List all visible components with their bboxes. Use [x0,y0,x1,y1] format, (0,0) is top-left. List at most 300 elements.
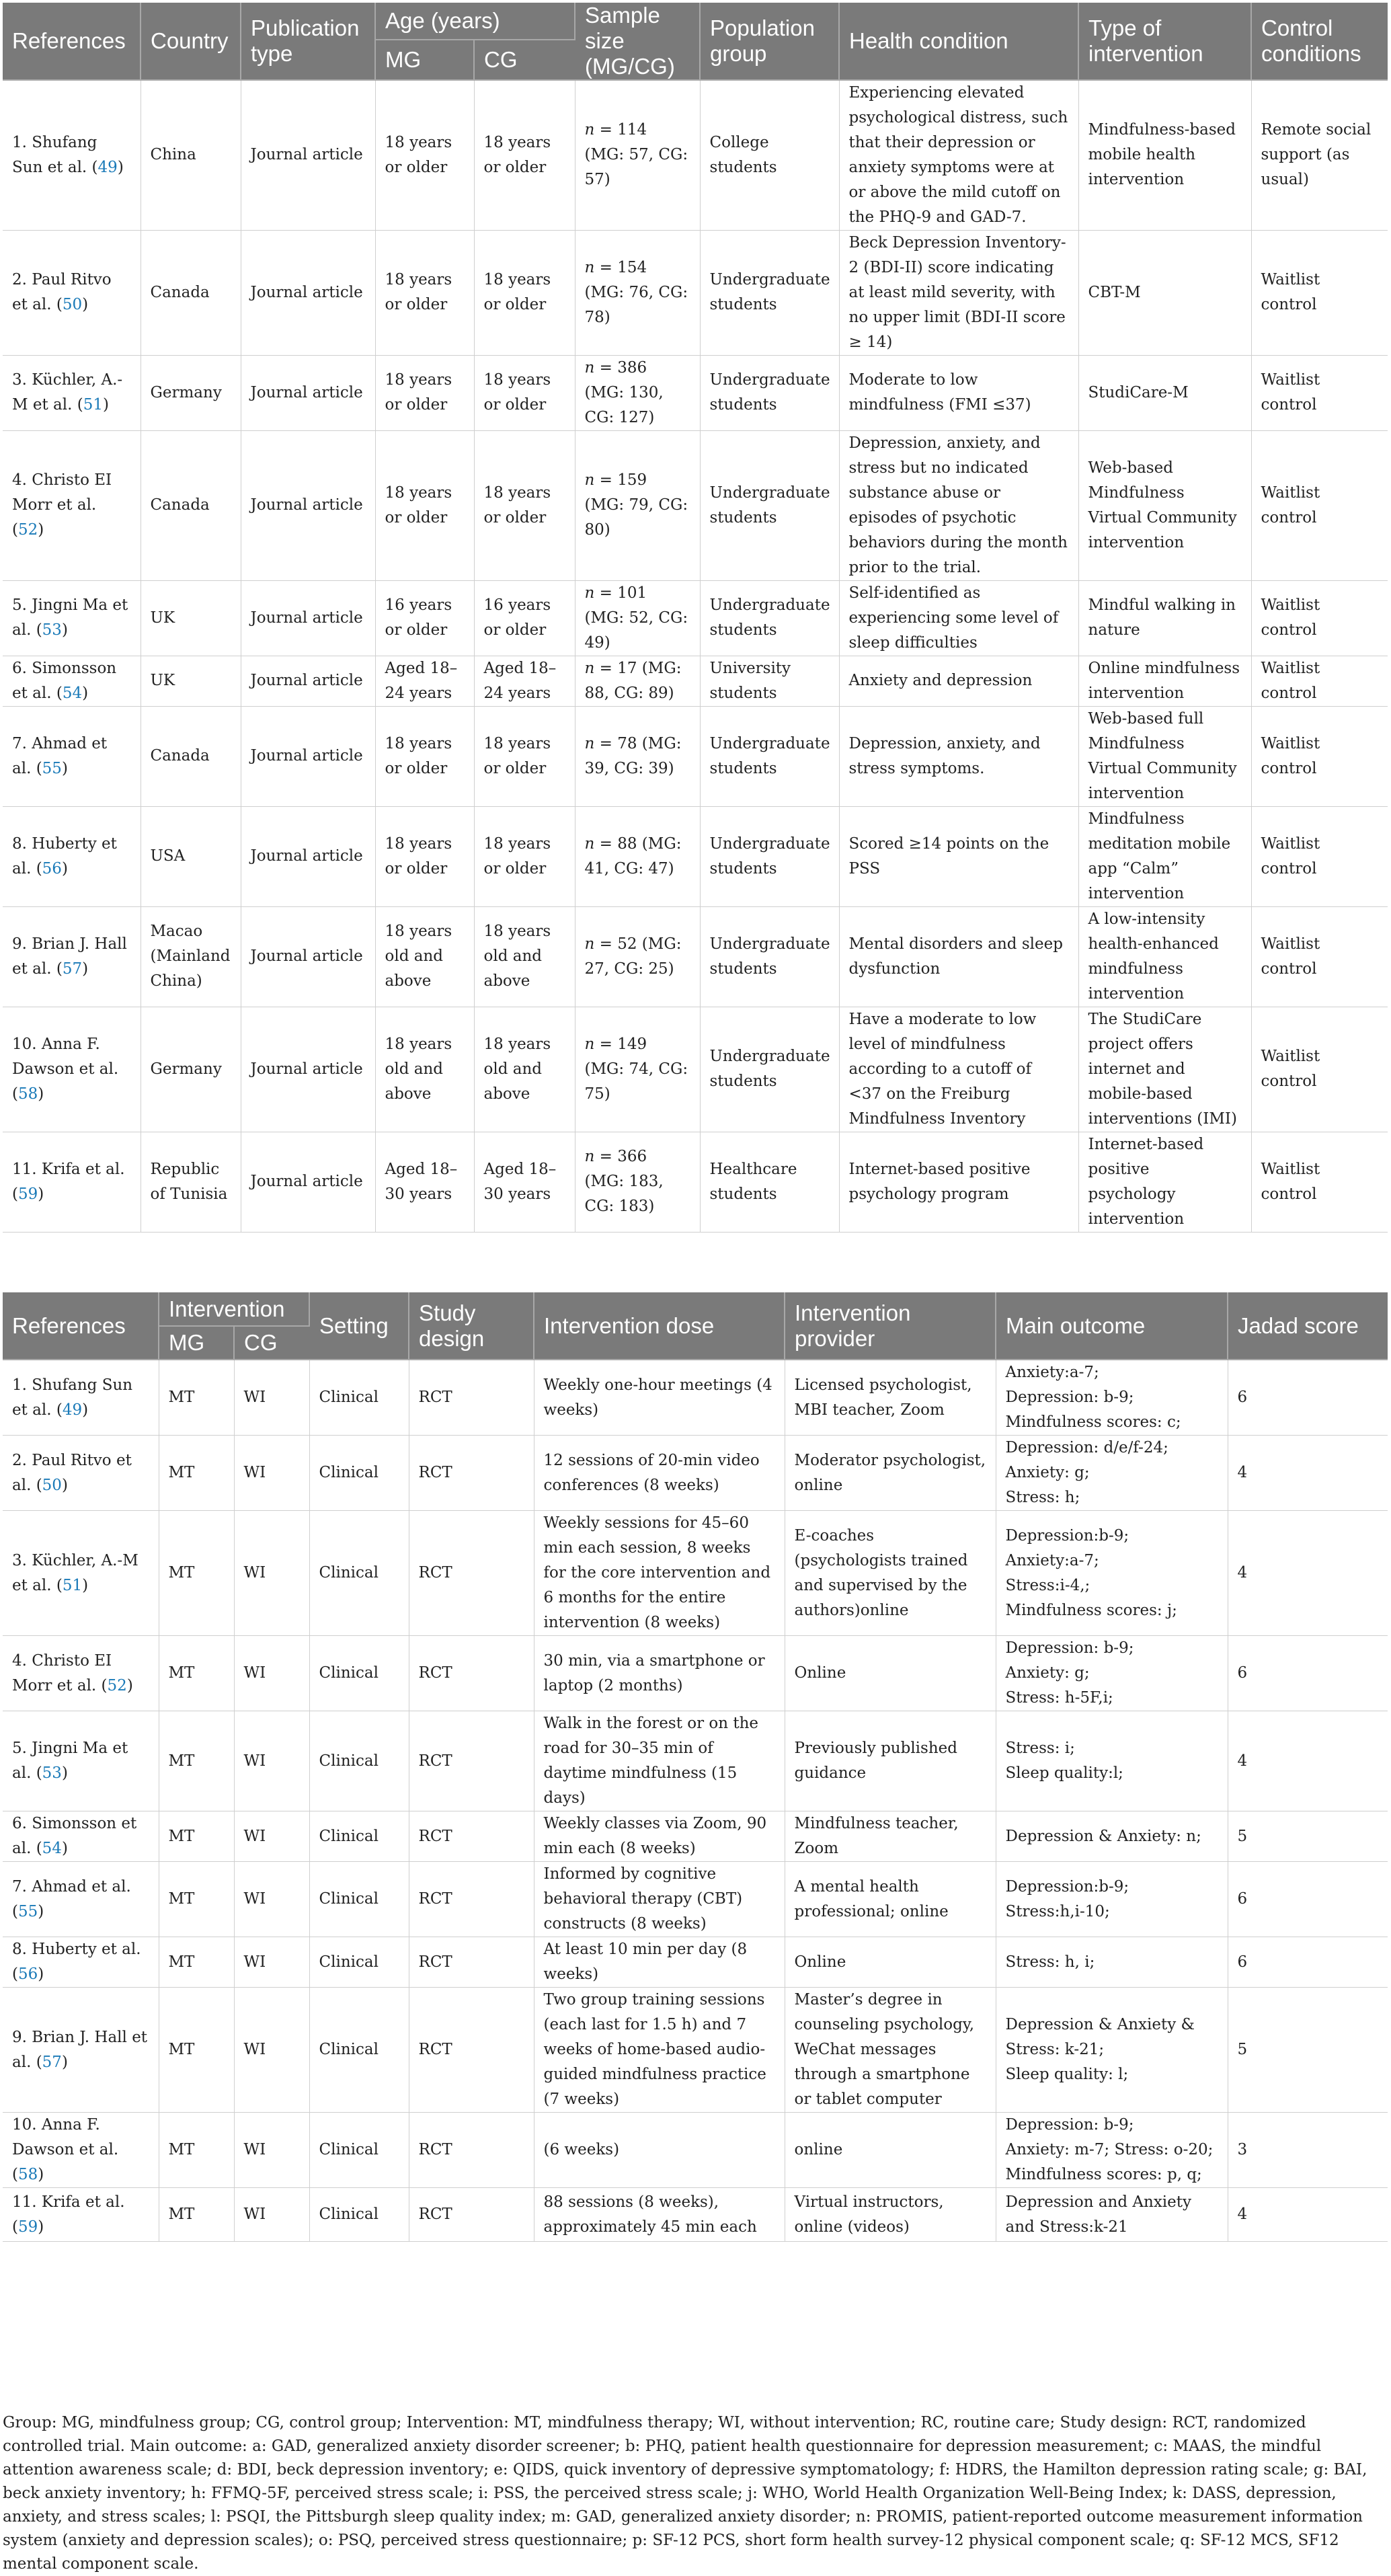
reference-link[interactable]: 59 [17,1185,38,1203]
cell-control-conditions: Waitlist control [1251,430,1388,580]
cell-sample-size [575,1007,700,1132]
reference-close: ) [38,1965,44,1983]
reference-link[interactable]: 55 [42,759,62,777]
reference-link[interactable]: 50 [42,1476,62,1494]
cell-publication-type: Journal article [241,656,375,706]
cell-intervention-provider: Online [785,1937,996,1988]
table-row [3,1711,1388,1811]
outcome-line: Anxiety: g; [1005,1664,1090,1682]
cell-main-outcome [996,2113,1228,2188]
cell-setting: Clinical [309,1436,409,1511]
cell-setting: Clinical [309,1711,409,1811]
cell-age-mg: 16 years or older [375,580,474,656]
sample-size-value: = 366 (MG: 183, CG: 183) [584,1148,664,1216]
table-row [3,355,1388,430]
outcome-line: Sleep quality: l; [1005,2066,1129,2083]
table-row [3,906,1388,1007]
cell-cg: WI [234,1636,309,1711]
reference-name: 7. Ahmad et al. ( [12,1877,131,1920]
cell-reference [3,2188,159,2242]
sample-n-label: n [584,1148,595,1166]
header2-mg: MG [159,1326,234,1360]
cell-setting: Clinical [309,1988,409,2113]
cell-country: UK [141,656,241,706]
cell-control-conditions: Waitlist control [1251,1132,1388,1232]
reference-link[interactable]: 53 [42,621,62,639]
cell-reference [3,1988,159,2113]
sample-size-value: = 114 (MG: 57, CG: 57) [584,121,688,189]
cell-intervention-dose: 12 sessions of 20-min video conferences (8 weeks) [534,1436,785,1511]
reference-link[interactable]: 49 [62,1401,83,1419]
cell-reference [3,80,141,231]
cell-intervention-type: Web-based full Mindfulness Virtual Community intervention [1078,706,1251,806]
cell-population-group: Undergraduate students [700,355,839,430]
outcome-line: Depression: b-9; [1005,1639,1134,1657]
cell-health-condition: Anxiety and depression [839,656,1078,706]
cell-reference [3,1007,141,1132]
outcome-line: Mindfulness scores: j; [1005,1601,1177,1619]
cell-publication-type: Journal article [241,1007,375,1132]
cell-intervention-provider: E-coaches (psychologists trained and supervised by the authors)online [785,1511,996,1636]
reference-link[interactable]: 56 [17,1965,38,1983]
table-row [3,1132,1388,1232]
reference-close: ) [82,684,89,702]
reference-link[interactable]: 59 [17,2218,38,2236]
cell-health-condition: Depression, anxiety, and stress but no indicated substance abuse or episodes of psychotic behaviors during the month prior to the trial. [839,430,1078,580]
reference-name: 4. Christo EI Morr et al. ( [12,1651,112,1694]
reference-close: ) [126,1676,133,1694]
reference-close: ) [61,621,68,639]
reference-close: ) [38,2218,44,2236]
reference-close: ) [102,396,109,414]
cell-reference [3,1132,141,1232]
outcome-line: Sleep quality:l; [1005,1764,1123,1782]
cell-intervention-type: Mindfulness-based mobile health intervention [1078,80,1251,231]
reference-link[interactable]: 58 [17,2166,38,2183]
reference-link[interactable]: 51 [62,1576,83,1594]
intervention-details-table [3,1292,1388,2242]
outcome-line: Stress: h; [1005,1489,1080,1506]
reference-name: 11. Krifa et al. ( [12,2193,125,2236]
reference-close: ) [38,2166,44,2183]
cell-age-mg: 18 years or older [375,355,474,430]
sample-n-label: n [584,734,595,752]
cell-country: UK [141,580,241,656]
reference-link[interactable]: 52 [17,521,38,539]
cell-reference [3,706,141,806]
cell-country: Germany [141,1007,241,1132]
reference-link[interactable]: 53 [42,1764,62,1782]
cell-reference [3,1862,159,1937]
reference-link[interactable]: 52 [107,1676,127,1694]
reference-close: ) [38,1085,44,1103]
cell-study-design: RCT [409,1937,534,1988]
cell-study-design: RCT [409,1636,534,1711]
cell-reference [3,1511,159,1636]
reference-name: 8. Huberty et al. ( [12,834,117,877]
cell-intervention-dose: Walk in the forest or on the road for 30–35 min of daytime mindfulness (15 days) [534,1711,785,1811]
table-row [3,1360,1388,1436]
header-age-mg: MG [375,40,474,79]
cell-country: Republic of Tunisia [141,1132,241,1232]
outcome-line: Anxiety: m-7; Stress: o-20; [1005,2141,1214,2158]
cell-mg: MT [159,1937,234,1988]
cell-intervention-dose: Weekly classes via Zoom, 90 min each (8 weeks) [534,1811,785,1862]
cell-study-design: RCT [409,2188,534,2242]
cell-publication-type: Journal article [241,580,375,656]
cell-sample-size [575,706,700,806]
cell-setting: Clinical [309,1937,409,1988]
cell-cg: WI [234,1711,309,1811]
reference-close: ) [82,1401,89,1419]
cell-control-conditions: Waitlist control [1251,355,1388,430]
sample-n-label: n [584,121,595,139]
table-row [3,706,1388,806]
cell-main-outcome [996,1988,1228,2113]
cell-intervention-provider: Licensed psychologist, MBI teacher, Zoom [785,1360,996,1436]
cell-age-cg: 18 years or older [474,430,575,580]
cell-intervention-provider: Moderator psychologist, online [785,1436,996,1511]
cell-country: China [141,80,241,231]
header2-intervention-dose: Intervention dose [534,1292,785,1360]
reference-link[interactable]: 57 [62,960,83,978]
cell-country: Germany [141,355,241,430]
reference-name: 7. Ahmad et al. ( [12,734,108,777]
cell-reference [3,1937,159,1988]
reference-link[interactable]: 56 [42,859,62,877]
cell-age-cg: 18 years or older [474,230,575,355]
header-sample-size-label: Sample size [585,3,660,53]
sample-size-value: = 101 (MG: 52, CG: 49) [584,584,688,652]
reference-close: ) [82,1576,89,1594]
cell-study-design: RCT [409,1360,534,1436]
table-row [3,80,1388,231]
cell-study-design: RCT [409,1811,534,1862]
cell-setting: Clinical [309,1862,409,1937]
cell-intervention-dose: Informed by cognitive behavioral therapy (CBT) constructs (8 weeks) [534,1862,785,1937]
cell-reference [3,580,141,656]
reference-link[interactable]: 51 [83,396,103,414]
cell-intervention-type: CBT-M [1078,230,1251,355]
cell-publication-type: Journal article [241,430,375,580]
cell-jadad-score: 4 [1228,2188,1388,2242]
cell-study-design: RCT [409,1988,534,2113]
cell-setting: Clinical [309,1360,409,1436]
reference-link[interactable]: 54 [42,1840,62,1857]
cell-age-cg: 18 years old and above [474,1007,575,1132]
table-row [3,2113,1388,2188]
cell-mg: MT [159,1811,234,1862]
cell-reference [3,1436,159,1511]
sample-n-label: n [584,358,595,377]
table-row [3,580,1388,656]
cell-intervention-type: The StudiCare project offers internet and mobile-based interventions (IMI) [1078,1007,1251,1132]
reference-name: 9. Brian J. Hall et al. ( [12,2028,148,2071]
cell-control-conditions: Waitlist control [1251,1007,1388,1132]
reference-name: 2. Paul Ritvo et al. ( [12,1451,132,1494]
cell-age-mg: 18 years old and above [375,906,474,1007]
cell-health-condition: Depression, anxiety, and stress symptoms. [839,706,1078,806]
table-row [3,1007,1388,1132]
reference-close: ) [61,759,68,777]
sample-size-value: = 149 (MG: 74, CG: 75) [584,1035,688,1103]
header-age-cg: CG [474,40,575,79]
cell-publication-type: Journal article [241,355,375,430]
reference-name: 3. Küchler, A.-M et al. ( [12,1551,138,1594]
outcome-line: Depression: d/e/f-24; [1005,1439,1168,1456]
cell-intervention-type: Online mindfulness intervention [1078,656,1251,706]
reference-link[interactable]: 49 [97,158,118,176]
reference-name: 4. Christo EI Morr et al. ( [12,471,112,539]
cell-setting: Clinical [309,1636,409,1711]
cell-control-conditions: Waitlist control [1251,806,1388,906]
cell-age-mg: Aged 18–30 years [375,1132,474,1232]
cell-age-mg: 18 years or older [375,706,474,806]
outcome-line: Mindfulness scores: p, q; [1005,2166,1202,2183]
cell-reference [3,1711,159,1811]
cell-sample-size [575,580,700,656]
cell-control-conditions: Remote social support (as usual) [1251,80,1388,231]
cell-reference [3,355,141,430]
reference-name: 6. Simonsson et al. ( [12,1815,137,1857]
cell-main-outcome [996,1862,1228,1937]
header-population-group: Population group [700,3,839,80]
outcome-line: Anxiety: g; [1005,1464,1090,1481]
table-row [3,1811,1388,1862]
table-row [3,430,1388,580]
cell-main-outcome [996,1360,1228,1436]
header2-setting: Setting [309,1292,409,1360]
cell-country: Canada [141,706,241,806]
cell-control-conditions: Waitlist control [1251,230,1388,355]
cell-mg: MT [159,1711,234,1811]
cell-cg: WI [234,1360,309,1436]
cell-health-condition: Experiencing elevated psychological distress, such that their depression or anxiety symptoms were at or above the mild cutoff on the PHQ-9 and GAD-7. [839,80,1078,231]
outcome-line: Anxiety:a-7; [1005,1551,1099,1569]
outcome-line: Depression:b-9; [1005,1526,1129,1545]
table-row [3,806,1388,906]
reference-close: ) [61,1476,68,1494]
cell-main-outcome [996,1436,1228,1511]
cell-cg: WI [234,2188,309,2242]
reference-link[interactable]: 57 [42,2053,62,2071]
outcome-line: Depression:b-9; [1005,1877,1129,1896]
reference-link[interactable]: 54 [62,684,83,702]
cell-mg: MT [159,1988,234,2113]
sample-n-label: n [584,258,595,276]
cell-age-cg: 18 years old and above [474,906,575,1007]
header2-study-design: Study design [409,1292,534,1360]
reference-close: ) [38,521,44,539]
cell-age-cg: 18 years or older [474,355,575,430]
outcome-line: Depression: b-9; [1005,1389,1134,1406]
table-row [3,1636,1388,1711]
cell-control-conditions: Waitlist control [1251,656,1388,706]
cell-study-design: RCT [409,1511,534,1636]
cell-sample-size [575,230,700,355]
table-row [3,1511,1388,1636]
cell-control-conditions: Waitlist control [1251,906,1388,1007]
outcome-line: Depression: b-9; [1005,2116,1134,2134]
table-row [3,656,1388,706]
header-type-of-intervention: Type of intervention [1078,3,1251,80]
cell-jadad-score: 5 [1228,1988,1388,2113]
cell-intervention-type: Mindful walking in nature [1078,580,1251,656]
cell-intervention-provider: A mental health professional; online [785,1862,996,1937]
cell-health-condition: Scored ≥14 points on the PSS [839,806,1078,906]
cell-reference [3,1811,159,1862]
header2-references: References [3,1292,159,1360]
sample-size-value: = 78 (MG: 39, CG: 39) [584,734,682,777]
cell-cg: WI [234,1511,309,1636]
table-row [3,1937,1388,1988]
cell-population-group: Undergraduate students [700,580,839,656]
reference-link[interactable]: 58 [17,1085,38,1103]
outcome-line: Mindfulness scores: c; [1005,1413,1181,1431]
sample-size-value: = 159 (MG: 79, CG: 80) [584,471,688,539]
cell-jadad-score: 6 [1228,1862,1388,1937]
reference-name: 10. Anna F. Dawson et al. ( [12,1035,119,1103]
cell-health-condition: Self-identified as experiencing some level of sleep difficulties [839,580,1078,656]
table-row [3,1988,1388,2113]
table-row [3,1862,1388,1937]
cell-setting: Clinical [309,2188,409,2242]
cell-mg: MT [159,1511,234,1636]
sample-n-label: n [584,471,595,490]
cell-intervention-provider: Previously published guidance [785,1711,996,1811]
reference-link[interactable]: 50 [62,296,83,314]
cell-study-design: RCT [409,1711,534,1811]
cell-sample-size [575,1132,700,1232]
reference-name: 10. Anna F. Dawson et al. ( [12,2116,119,2183]
reference-name: 3. Küchler, A.-M et al. ( [12,371,123,414]
cell-study-design: RCT [409,1436,534,1511]
cell-cg: WI [234,1811,309,1862]
cell-population-group: Undergraduate students [700,430,839,580]
cell-publication-type: Journal article [241,230,375,355]
outcome-line: Depression & Anxiety & Stress: k-21; [1005,2016,1195,2058]
cell-jadad-score: 4 [1228,1436,1388,1511]
reference-close: ) [61,1764,68,1782]
reference-close: ) [61,2053,68,2071]
table-row [3,230,1388,355]
cell-age-cg: 18 years or older [474,706,575,806]
cell-publication-type: Journal article [241,906,375,1007]
cell-main-outcome [996,1711,1228,1811]
header-health-condition: Health condition [839,3,1078,80]
cell-population-group: Undergraduate students [700,1007,839,1132]
reference-name: 5. Jingni Ma et al. ( [12,1740,128,1782]
cell-control-conditions: Waitlist control [1251,706,1388,806]
sample-size-value: = 386 (MG: 130, CG: 127) [584,358,664,426]
cell-age-mg: 18 years or older [375,80,474,231]
header2-cg: CG [234,1326,309,1360]
cell-setting: Clinical [309,1811,409,1862]
cell-jadad-score: 4 [1228,1711,1388,1811]
reference-name: 1. Shufang Sun et al. ( [12,1376,133,1419]
header-country: Country [141,3,241,80]
cell-age-cg: 16 years or older [474,580,575,656]
cell-cg: WI [234,1436,309,1511]
cell-jadad-score: 6 [1228,1636,1388,1711]
cell-mg: MT [159,1862,234,1937]
cell-reference [3,656,141,706]
cell-population-group: Undergraduate students [700,806,839,906]
reference-close: ) [61,859,68,877]
reference-name: 6. Simonsson et al. ( [12,659,117,702]
table-row [3,1436,1388,1511]
cell-intervention-provider: Mindfulness teacher, Zoom [785,1811,996,1862]
sample-size-value: = 88 (MG: 41, CG: 47) [584,834,682,877]
cell-sample-size [575,906,700,1007]
outcome-line: Stress:i-4,; [1005,1576,1090,1594]
cell-publication-type: Journal article [241,706,375,806]
cell-study-design: RCT [409,2113,534,2188]
reference-name: 9. Brian J. Hall et al. ( [12,935,127,978]
sample-size-value: = 17 (MG: 88, CG: 89) [584,659,682,702]
study-characteristics-table [3,3,1388,1233]
cell-country: USA [141,806,241,906]
outcome-line: Stress: h-5F,i; [1005,1689,1113,1707]
header-sample-size-sub: (MG/CG) [585,53,675,79]
sample-n-label: n [584,659,595,677]
cell-intervention-provider: Master’s degree in counseling psychology, WeChat messages through a smartphone or tablet computer [785,1988,996,2113]
header-age: Age (years) [375,3,575,40]
cell-reference [3,806,141,906]
cell-sample-size [575,355,700,430]
cell-age-mg: 18 years or older [375,230,474,355]
outcome-line: Stress: h, i; [1005,1953,1095,1971]
cell-population-group: Undergraduate students [700,230,839,355]
cell-intervention-dose: 88 sessions (8 weeks), approximately 45 min each [534,2188,785,2242]
reference-close: ) [82,296,89,314]
header2-main-outcome: Main outcome [996,1292,1228,1360]
cell-cg: WI [234,1937,309,1988]
reference-close: ) [61,1840,68,1857]
cell-intervention-dose: 30 min, via a smartphone or laptop (2 months) [534,1636,785,1711]
cell-publication-type: Journal article [241,806,375,906]
cell-age-mg: Aged 18–24 years [375,656,474,706]
cell-mg: MT [159,1360,234,1436]
cell-intervention-type: Web-based Mindfulness Virtual Community intervention [1078,430,1251,580]
cell-intervention-type: Mindfulness meditation mobile app “Calm” intervention [1078,806,1251,906]
cell-jadad-score: 4 [1228,1511,1388,1636]
cell-main-outcome [996,1811,1228,1862]
cell-reference [3,1636,159,1711]
cell-publication-type: Journal article [241,80,375,231]
cell-mg: MT [159,2113,234,2188]
reference-name: 11. Krifa et al. ( [12,1160,125,1203]
reference-close: ) [117,158,124,176]
sample-size-value: = 154 (MG: 76, CG: 78) [584,258,688,326]
cell-setting: Clinical [309,1511,409,1636]
header2-intervention-provider: Intervention provider [785,1292,996,1360]
cell-reference [3,2113,159,2188]
cell-age-mg: 18 years or older [375,806,474,906]
cell-country: Canada [141,230,241,355]
cell-intervention-type: A low-intensity health-enhanced mindfulness intervention [1078,906,1251,1007]
cell-health-condition: Mental disorders and sleep dysfunction [839,906,1078,1007]
reference-name: 1. Shufang Sun et al. ( [12,133,98,176]
cell-intervention-dose: Two group training sessions (each last for 1.5 h) and 7 weeks of home-based audio-guided mindfulness practice (7 weeks) [534,1988,785,2113]
reference-close: ) [38,1902,44,1920]
reference-link[interactable]: 55 [17,1902,38,1920]
outcome-line: Depression & Anxiety: n; [1005,1827,1201,1845]
sample-n-label: n [584,935,595,953]
cell-age-cg: Aged 18–30 years [474,1132,575,1232]
outcome-line: Stress:h,i-10; [1005,1902,1110,1920]
cell-age-cg: 18 years or older [474,80,575,231]
